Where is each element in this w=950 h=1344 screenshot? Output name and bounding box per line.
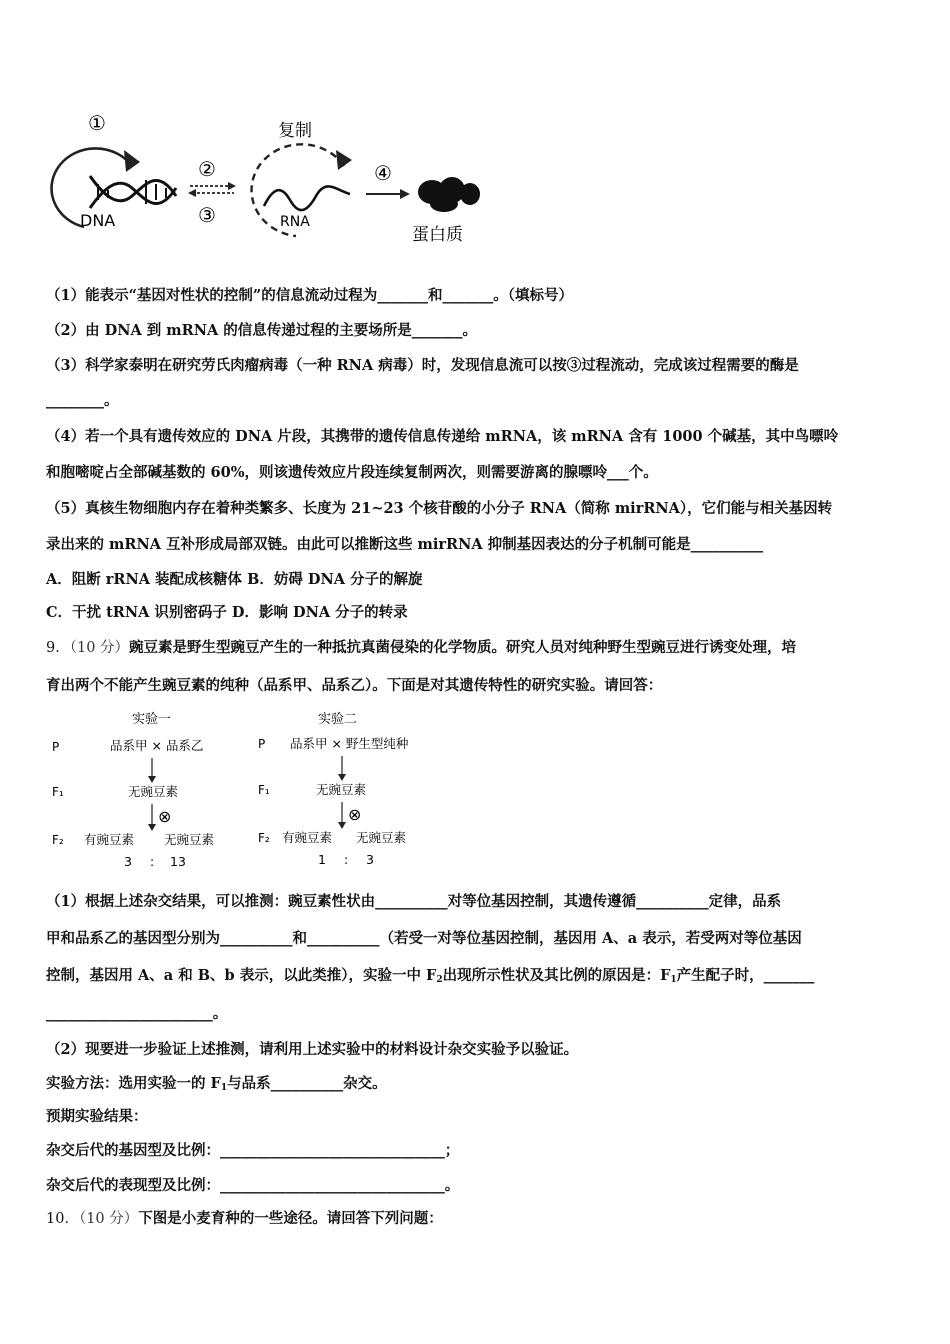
- q9-number: 9．: [46, 640, 70, 656]
- q8-part4-line1: （4）若一个具有遗传效应的 DNA 片段，其携带的遗传信息传递给 mRNA，该 mRNA 含有 1000 个碱基，其中鸟嘌呤: [46, 428, 839, 445]
- q9-method: [46, 1074, 387, 1098]
- label-dna: DNA: [80, 211, 116, 230]
- q9-expect: 预期实验结果：: [46, 1108, 148, 1125]
- exp2-f1-label: F₁: [258, 783, 270, 797]
- q8-part3-line1: （3）科学家泰明在研究劳氏肉瘤病毒（一种 RNA 病毒）时，发现信息流可以按③过程流动，完成该过程需要的酶是: [46, 357, 799, 374]
- label-num1: ①: [88, 111, 106, 135]
- subscript-1: 1: [670, 975, 677, 985]
- q9-sub1-line3: [46, 966, 814, 990]
- dna-helix-icon: [90, 176, 176, 208]
- q8-part3-line2: ________。: [46, 392, 119, 409]
- label-rna: RNA: [280, 214, 310, 230]
- q9-phenotype: 杂交后代的表现型及比例：_______________________________。: [46, 1177, 460, 1194]
- q9-stem-line1: [46, 638, 796, 658]
- q9-sub1-line2: 甲和品系乙的基因型分别为__________和__________（若受一对等位基因控制，基因用 A、a 表示，若受两对等位基因: [46, 930, 802, 947]
- exp1-ratio-b: 13: [170, 854, 186, 869]
- exp2-colon: :: [344, 852, 349, 867]
- label-num3: ③: [198, 203, 216, 227]
- exp2-ratio-b: 3: [366, 852, 374, 867]
- q8-part2: （2）由 DNA 到 mRNA 的信息传递过程的主要场所是_______。: [46, 322, 478, 339]
- experiments-diagram: [40, 706, 480, 876]
- label-num4: ④: [374, 161, 392, 185]
- exp1-ratio-a: 3: [124, 854, 132, 869]
- q8-options-ab: A．阻断 rRNA 装配成核糖体 B．妨碍 DNA 分子的解旋: [46, 571, 423, 588]
- exp2-p-label: P: [258, 737, 266, 751]
- exp2-f2-a: 有豌豆素: [282, 830, 333, 845]
- exp1-f2-label: F₂: [52, 833, 64, 847]
- q9-stem-text1: 豌豆素是野生型豌豆产生的一种抵抗真菌侵染的化学物质。研究人员对纯种野生型豌豆进行诱变处理，培: [129, 639, 797, 656]
- exp1-f2-a: 有豌豆素: [84, 832, 135, 847]
- exp2-title: 实验二: [318, 712, 358, 727]
- q9-sub1-line3-c: 产生配子时，_______: [676, 967, 815, 984]
- q9-sub1-line3-a: 控制，基因用 A、a 和 B、b 表示，以此类推），实验一中 F: [46, 967, 437, 984]
- exp2-ratio-a: 1: [318, 852, 326, 867]
- exp1-selfing-symbol: ⊗: [158, 807, 172, 826]
- central-dogma-diagram: [0, 0, 500, 260]
- q9-genotype: 杂交后代的基因型及比例：_______________________________；: [46, 1142, 460, 1159]
- exp2-f1-pheno: 无豌豆素: [316, 782, 367, 797]
- exp2-cross: 品系甲 × 野生型纯种: [290, 736, 409, 751]
- exp1-colon: :: [150, 854, 155, 869]
- exp2-f2-label: F₂: [258, 831, 270, 845]
- q10-stem: [46, 1209, 443, 1229]
- exp2-f2-b: 无豌豆素: [356, 830, 407, 845]
- q9-sub1-line3-b: 出现所示性状及其比例的原因是：F: [442, 967, 671, 984]
- q10-number: 10．: [46, 1211, 79, 1227]
- q8-part4-line2: 和胞嘧啶占全部碱基数的 60%，则该遗传效应片段连续复制两次，则需要游离的腺嘌呤___个。: [46, 464, 658, 481]
- exp1-f1-pheno: 无豌豆素: [128, 784, 179, 799]
- exp1-cross: 品系甲 × 品系乙: [110, 738, 204, 753]
- q8-options-cd: C．干扰 tRNA 识别密码子 D．影响 DNA 分子的转录: [46, 604, 408, 621]
- protein-icon: [418, 177, 480, 212]
- exp1-p-label: P: [52, 740, 60, 754]
- q10-stem-text: 下图是小麦育种的一些途径。请回答下列问题：: [138, 1210, 443, 1227]
- exp1-f1-label: F₁: [52, 785, 64, 799]
- q8-part5-line2: 录出来的 mRNA 互补形成局部双链。由此可以推断这些 mirRNA 抑制基因表达的分子机制可能是__________: [46, 536, 764, 553]
- transcription-arrowhead: [228, 182, 236, 190]
- dna-replication-arrowhead: [124, 150, 140, 172]
- translation-arrowhead: [400, 189, 410, 199]
- q9-sub2: （2）现要进一步验证上述推测，请利用上述实验中的材料设计杂交实验予以验证。: [46, 1041, 579, 1058]
- q9-sub1-line1: （1）根据上述杂交结果，可以推测：豌豆素性状由__________对等位基因控制，其遗传遵循__________定律，品系: [46, 893, 782, 910]
- exp1-title: 实验一: [132, 712, 172, 727]
- subscript-1b: 1: [220, 1083, 228, 1093]
- q9-method-a: 实验方法：选用实验一的 F: [46, 1075, 221, 1092]
- label-protein: 蛋白质: [412, 225, 463, 245]
- q9-score: （10 分）: [69, 640, 130, 656]
- q9-stem-line2: 育出两个不能产生豌豆素的纯种（品系甲、品系乙）。下面是对其遗传特性的研究实验。请回答：: [46, 677, 663, 694]
- exp1-f2-b: 无豌豆素: [164, 832, 215, 847]
- exp2-selfing-symbol: ⊗: [348, 805, 362, 824]
- subscript-2: 2: [436, 975, 443, 985]
- q9-sub1-line4: _______________________。: [46, 1005, 228, 1022]
- reverse-transcription-arrowhead: [188, 189, 196, 197]
- q9-method-b: 与品系__________杂交。: [227, 1075, 387, 1092]
- label-replicate: 复制: [278, 121, 312, 141]
- q10-score: （10 分）: [78, 1211, 139, 1227]
- rna-strand-icon: [264, 186, 350, 210]
- label-num2: ②: [198, 157, 216, 181]
- q8-part5-line1: （5）真核生物细胞内存在着种类繁多、长度为 21~23 个核苷酸的小分子 RNA（简称 mirRNA），它们能与相关基因转: [46, 500, 833, 517]
- q8-part1: （1）能表示“基因对性状的控制”的信息流动过程为_______和_______。（填标号）: [46, 287, 574, 304]
